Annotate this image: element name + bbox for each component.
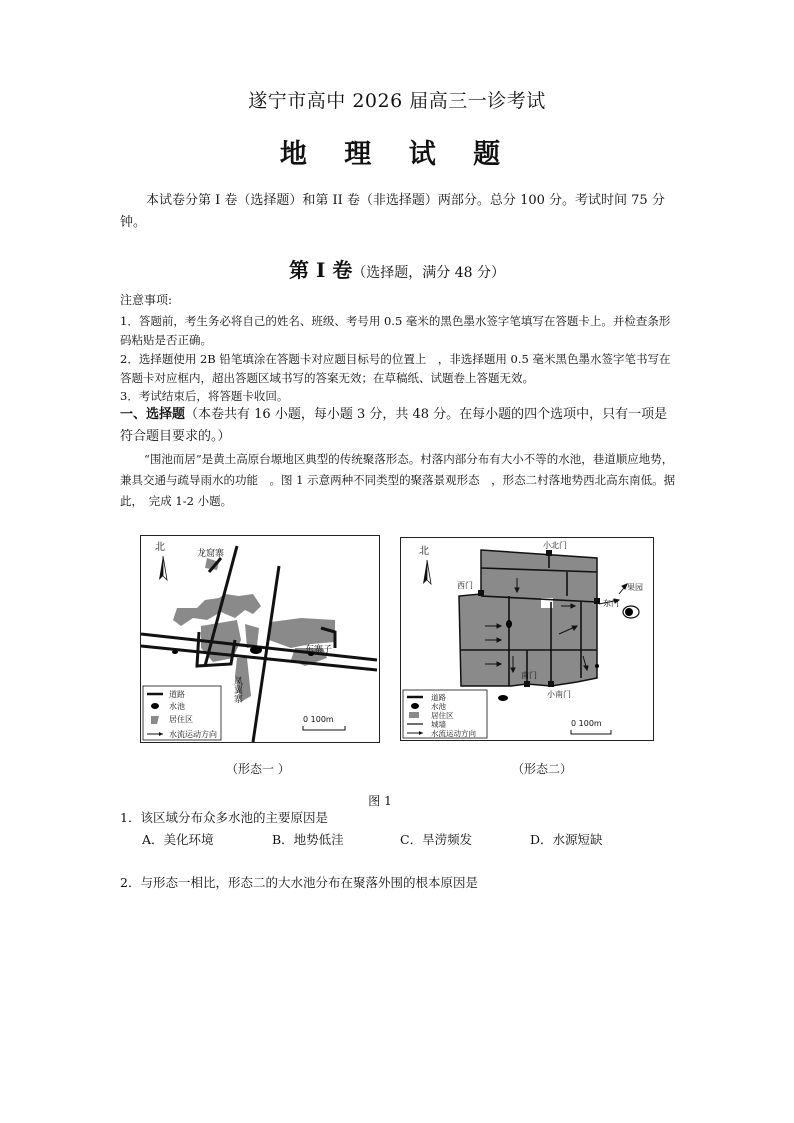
notes-heading: 注意事项:: [120, 293, 173, 307]
north-arrow-icon: [419, 545, 431, 584]
question-1-option-a: A．美化环境: [142, 832, 214, 847]
reading-passage: “围池而居”是黄土高原台塬地区典型的传统聚落形态。村落内部分布有大小不等的水池，巷道顺应地势，兼具交通与疏导雨水的功能 。图 1 示意两种不同类型的聚落景观形态 ，形态二村落地势西北高东南低。据此， 完成 1-2 小题。: [120, 452, 676, 508]
note-item: 2．选择题使用 2B 铅笔填涂在答题卡对应题目标号的位置上 ，非选择题用 0.5 毫米黑色墨水签字笔书写在答题卡对应框内，超出答题区域书写的答案无效；在草稿纸、试题卷上答题无效。: [120, 352, 671, 385]
note-item: 1．答题前，考生务必将自己的姓名、班级、考号用 0.5 毫米的黑色墨水签字笔填写在答题卡上。并检查条形码粘贴是否正确。: [120, 314, 671, 347]
map2-legend-flow: 水流运动方向: [431, 729, 476, 738]
map1-label-village-a: 龙窟寨: [197, 549, 225, 559]
part-heading: [0, 254, 794, 283]
figure-caption: 图 1: [368, 794, 392, 808]
map2-legend-residential: 居住区: [431, 711, 454, 720]
question-1-option-d: D．水源短缺: [530, 832, 603, 847]
map-form-two: [400, 537, 654, 741]
map2-label-north-gate: 小北门: [543, 541, 567, 550]
map-form-one: [140, 535, 380, 743]
map1-legend-residential: 居住区: [169, 715, 193, 724]
section-label: 一、选择题: [120, 407, 186, 422]
map2-label-south-gate: 南门: [521, 671, 537, 680]
map1-scale-bar: [303, 726, 345, 730]
subject-title: 地 理 试 题: [279, 139, 515, 170]
residential-areas: [173, 558, 335, 702]
map2-label-small-south-gate: 小南门: [547, 690, 571, 699]
map1-caption: （形态一 ）: [226, 762, 290, 776]
note-item: 3．考试结束后，将答题卡收回。: [120, 389, 289, 403]
section-heading: [120, 404, 680, 448]
part-heading-sub: （选择题，满分 48 分）: [352, 265, 505, 281]
map2-label-orchard: 果园: [627, 583, 643, 592]
map-form-one-drawing: [141, 536, 379, 742]
question-1-option-c: C．旱涝频发: [400, 832, 473, 847]
map1-legend-flow: 水流运动方向: [169, 730, 217, 739]
part-heading-main: 第 I 卷: [289, 258, 353, 282]
map2-label-west-gate: 西门: [457, 581, 473, 590]
map2-legend-pond: 水池: [431, 702, 446, 711]
map2-scale-bar: [571, 730, 611, 734]
question-2-stem: 2．与形态一相比，形态二的大水池分布在聚落外围的根本原因是: [120, 875, 478, 890]
exam-title: 遂宁市高中 2026 届高三一诊考试: [248, 90, 546, 112]
map2-legend-road: 道路: [431, 693, 446, 702]
map1-label-village-c: 凤翼寨: [232, 676, 242, 703]
map2-caption: （形态二）: [512, 762, 573, 776]
map2-label-east-gate: 东门: [603, 599, 619, 608]
map1-label-village-b: 东寨子: [305, 645, 333, 655]
map2-scale-label: 0 100m: [571, 719, 602, 728]
orchard-pond-water: [625, 608, 633, 616]
map-form-two-drawing: [401, 538, 653, 740]
north-arrow-icon: [155, 541, 167, 580]
map2-legend-wall: 城墙: [431, 720, 446, 729]
map1-legend-road: 道路: [169, 690, 185, 699]
map1-north-label: 北: [155, 542, 165, 553]
map1-scale-label: 0 100m: [303, 715, 334, 724]
map2-north-label: 北: [419, 546, 429, 557]
question-1-option-b: B．地势低洼: [272, 832, 344, 847]
intro-text: 本试卷分第 I 卷（选择题）和第 II 卷（非选择题）两部分。总分 100 分。考试时间 75 分钟。: [120, 193, 665, 230]
section-desc: （本卷共有 16 小题，每小题 3 分，共 48 分。在每小题的四个选项中，只有一项是符合题目要求的。）: [120, 407, 668, 444]
question-1-stem: 1．该区域分布众多水池的主要原因是: [120, 810, 328, 825]
map1-legend-pond: 水池: [169, 702, 185, 711]
